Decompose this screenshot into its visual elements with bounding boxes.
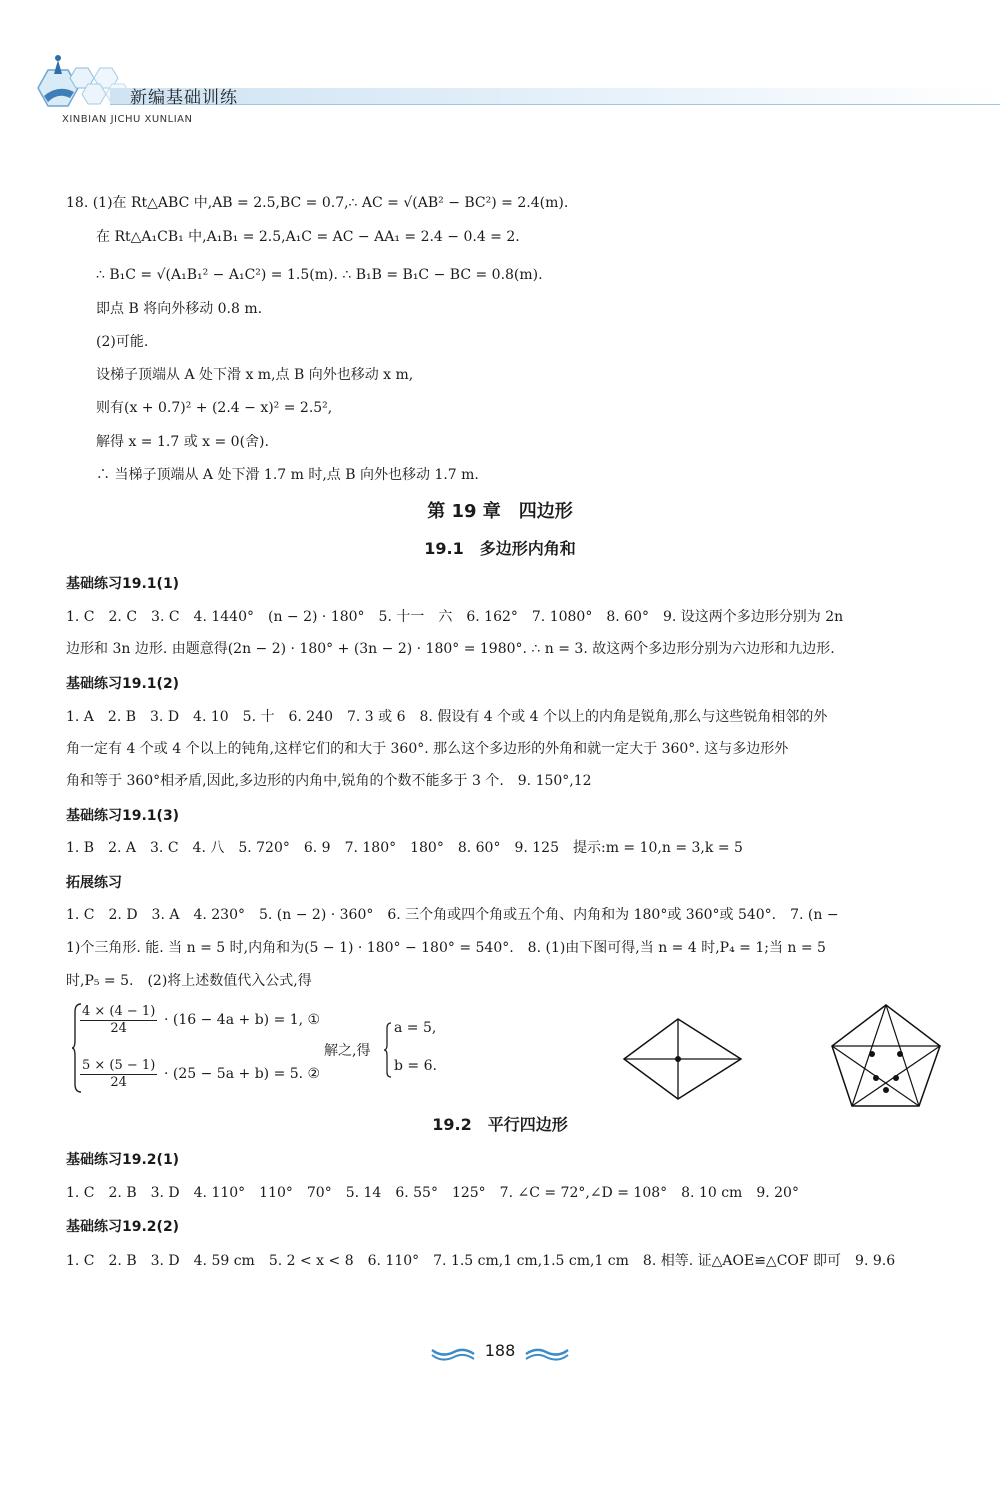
- exercise-heading: 基础练习19.1(1): [66, 576, 180, 592]
- eq2-numerator: 5 × (5 − 1): [82, 1058, 156, 1073]
- answer-line: 边形和 3n 边形. 由题意得(2n − 2) · 180° + (3n − 2) · 180° = 1980°. ∴ n = 3. 故这两个多边形分别为六边形和九边形.: [66, 641, 835, 657]
- q18-line-6: 设梯子顶端从 A 处下滑 x m,点 B 向外也移动 x m,: [96, 367, 414, 383]
- q18-line-8: 解得 x = 1.7 或 x = 0(舍).: [96, 434, 269, 450]
- q18-line-9: ∴ 当梯子顶端从 A 处下滑 1.7 m 时,点 B 向外也移动 1.7 m.: [96, 467, 479, 483]
- answer-line: 1. C 2. C 3. C 4. 1440° (n − 2) · 180° 5. 十一 六 6. 162° 7. 1080° 8. 60° 9. 设这两个多边形分别为 2n: [66, 609, 844, 625]
- eq2-rest: · (25 − 5a + b) = 5. ②: [164, 1066, 321, 1082]
- left-wave-ornament: [430, 1344, 476, 1364]
- exercise-heading: 基础练习19.1(2): [66, 676, 180, 692]
- series-subtitle: XINBIAN JICHU XUNLIAN: [62, 114, 193, 125]
- exercise-heading: 拓展练习: [66, 875, 122, 891]
- solve-text: 解之,得: [324, 1043, 371, 1059]
- pentagon-diagram: [828, 1002, 944, 1110]
- q18-line-1: 18. (1)在 Rt△ABC 中,AB = 2.5,BC = 0.7,∴ AC = √(AB² − BC²) = 2.4(m).: [66, 195, 569, 211]
- eq2-denominator: 24: [110, 1075, 127, 1090]
- header-band: [110, 88, 1000, 104]
- eq1-numerator: 4 × (4 − 1): [82, 1004, 156, 1019]
- exercise-heading: 基础练习19.2(1): [66, 1152, 180, 1168]
- answer-line: 1. B 2. A 3. C 4. 八 5. 720° 6. 9 7. 180° 180° 8. 60° 9. 125 提示:m = 10,n = 3,k = 5: [66, 840, 743, 856]
- answer-line: 角和等于 360°相矛盾,因此,多边形的内角中,锐角的个数不能多于 3 个. 9. 150°,12: [66, 773, 592, 789]
- solution-a: a = 5,: [394, 1020, 437, 1036]
- exercise-heading: 基础练习19.1(3): [66, 808, 180, 824]
- answer-line: 角一定有 4 个或 4 个以上的钝角,这样它们的和大于 360°. 那么这个多边形的外角和就一定大于 360°. 这与多边形外: [66, 741, 789, 757]
- equation-system: [72, 1002, 492, 1102]
- q18-line-7: 则有(x + 0.7)² + (2.4 − x)² = 2.5²,: [96, 400, 333, 416]
- answer-line: 1. C 2. B 3. D 4. 110° 110° 70° 5. 14 6. 55° 125° 7. ∠C = 72°,∠D = 108° 8. 10 cm 9. 20°: [66, 1185, 799, 1201]
- section-19-1-title: 19.1 多边形内角和: [424, 539, 576, 558]
- answer-line: 1. C 2. D 3. A 4. 230° 5. (n − 2) · 360° 6. 三个角或四个角或五个角、内角和为 180°或 360°或 540°. 7. (n −: [66, 907, 839, 923]
- eq1-rest: · (16 − 4a + b) = 1, ①: [164, 1012, 321, 1028]
- answer-line: 时,P₅ = 5. (2)将上述数值代入公式,得: [66, 973, 312, 989]
- page-header: [0, 0, 1000, 140]
- quadrilateral-diagram: [620, 1016, 746, 1102]
- section-19-2-title: 19.2 平行四边形: [432, 1115, 568, 1134]
- q18-line-2: 在 Rt△A₁CB₁ 中,A₁B₁ = 2.5,A₁C = AC − AA₁ = 2.4 − 0.4 = 2.: [96, 229, 520, 245]
- answer-line: 1. A 2. B 3. D 4. 10 5. 十 6. 240 7. 3 或 6 8. 假设有 4 个或 4 个以上的内角是锐角,那么与这些锐角相邻的外: [66, 709, 828, 725]
- solution-b: b = 6.: [394, 1058, 437, 1074]
- solution-brace: [384, 1022, 392, 1078]
- eq1-fraction: [80, 1004, 157, 1037]
- chapter-title: 第 19 章 四边形: [427, 501, 573, 522]
- eq1-denominator: 24: [110, 1021, 127, 1036]
- answer-line: 1. C 2. B 3. D 4. 59 cm 5. 2 < x < 8 6. 110° 7. 1.5 cm,1 cm,1.5 cm,1 cm 8. 相等. 证△AOE≌△COF 即可 9. 9.6: [66, 1253, 896, 1269]
- eq2-fraction: [80, 1058, 157, 1091]
- q18-line-4: 即点 B 将向外移动 0.8 m.: [96, 301, 263, 317]
- answer-line: 1)个三角形. 能. 当 n = 5 时,内角和为(5 − 1) · 180° − 180° = 540°. 8. (1)由下图可得,当 n = 4 时,P₄ = 1;当 n = 5: [66, 940, 826, 956]
- series-title: 新编基础训练: [130, 88, 238, 108]
- exercise-heading: 基础练习19.2(2): [66, 1219, 180, 1235]
- page-number: 188: [484, 1341, 516, 1360]
- q18-line-5: (2)可能.: [96, 334, 149, 350]
- header-rule: [110, 104, 1000, 105]
- right-wave-ornament: [524, 1344, 570, 1364]
- q18-line-3: ∴ B₁C = √(A₁B₁² − A₁C²) = 1.5(m). ∴ B₁B = B₁C − BC = 0.8(m).: [96, 267, 543, 283]
